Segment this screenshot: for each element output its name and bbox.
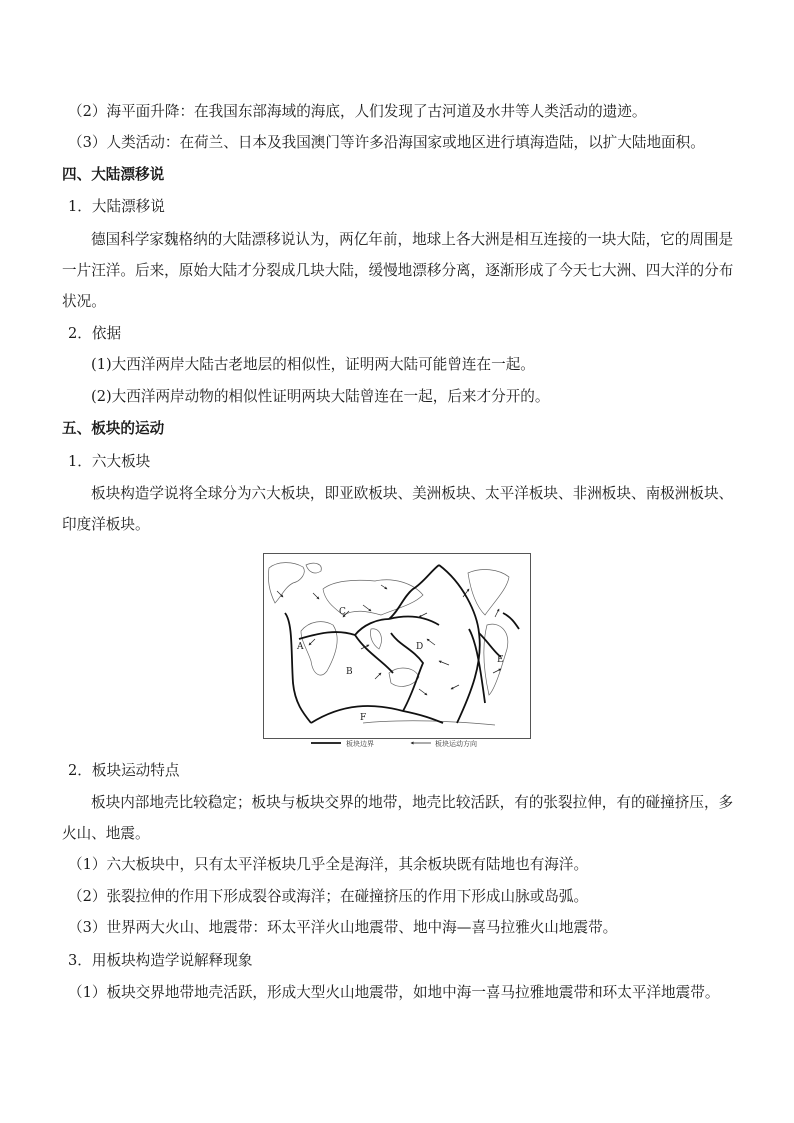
plate-label-a: A: [297, 642, 304, 652]
features-item-3: （3）世界两大火山、地震带：环太平洋火山地震带、地中海—喜马拉雅火山地震带。: [68, 919, 618, 936]
plate-label-b: B: [346, 667, 353, 677]
section-heading-continental-drift: 四、大陆漂移说: [62, 166, 165, 183]
legend-direction-label: 板块运动方向: [435, 740, 477, 748]
plate-tectonics-map: [263, 553, 531, 748]
evidence-item-2: (2)大西洋两岸动物的相似性证明两块大陆曾连在一起，后来才分开的。: [91, 388, 550, 405]
paragraph-human-activity: （3）人类活动：在荷兰、日本及我国澳门等许多沿海国家或地区进行填海造陆，以扩大陆地面积。: [68, 134, 705, 151]
map-legend: [311, 739, 477, 748]
subheading-six-plates: 1．六大板块: [68, 453, 151, 470]
drift-text-line-2: 一片汪洋。后来，原始大陆才分裂成几块大陆，缓慢地漂移分离，逐渐形成了今天七大洲、四大洋的分布: [62, 262, 734, 279]
evidence-item-1: (1)大西洋两岸大陆古老地层的相似性，证明两大陆可能曾连在一起。: [91, 356, 535, 373]
plate-label-c: C: [339, 607, 346, 617]
subheading-evidence: 2．依据: [68, 325, 122, 342]
subheading-plate-features: 2．板块运动特点: [68, 762, 180, 779]
features-item-2: （2）张裂拉伸的作用下形成裂谷或海洋；在碰撞挤压的作用下形成山脉或岛弧。: [68, 888, 589, 905]
features-item-1: （1）六大板块中，只有太平洋板块几乎全是海洋，其余板块既有陆地也有海洋。: [68, 856, 589, 873]
subheading-continental-drift: 1．大陆漂移说: [68, 198, 165, 215]
drift-text-line-3: 状况。: [62, 293, 106, 310]
section-heading-plate-motion: 五、板块的运动: [62, 420, 165, 437]
features-text-line-2: 火山、地震。: [62, 825, 150, 842]
six-plates-text-line-2: 印度洋板块。: [62, 516, 150, 533]
explain-item-1: （1）板块交界地带地壳活跃，形成大型火山地震带，如地中海一喜马拉雅地震带和环太平洋地震带。: [68, 984, 720, 1001]
six-plates-text-line-1: 板块构造学说将全球分为六大板块，即亚欧板块、美洲板块、太平洋板块、非洲板块、南极洲板块、: [91, 485, 734, 502]
paragraph-sea-level: （2）海平面升降：在我国东部海域的海底，人们发现了古河道及水井等人类活动的遗迹。: [68, 103, 647, 120]
subheading-explain-phenomena: 3．用板块构造学说解释现象: [68, 952, 253, 969]
plate-label-f: F: [360, 713, 367, 723]
legend-boundary-label: 板块边界: [346, 740, 374, 748]
features-text-line-1: 板块内部地壳比较稳定；板块与板块交界的地带，地壳比较活跃，有的张裂拉伸，有的碰撞挤压，多: [91, 794, 734, 811]
plate-label-e: E: [497, 655, 504, 665]
drift-text-line-1: 德国科学家魏格纳的大陆漂移说认为，两亿年前，地球上各大洲是相互连接的一块大陆，它的周围是: [91, 231, 734, 248]
plate-label-d: D: [416, 642, 424, 652]
